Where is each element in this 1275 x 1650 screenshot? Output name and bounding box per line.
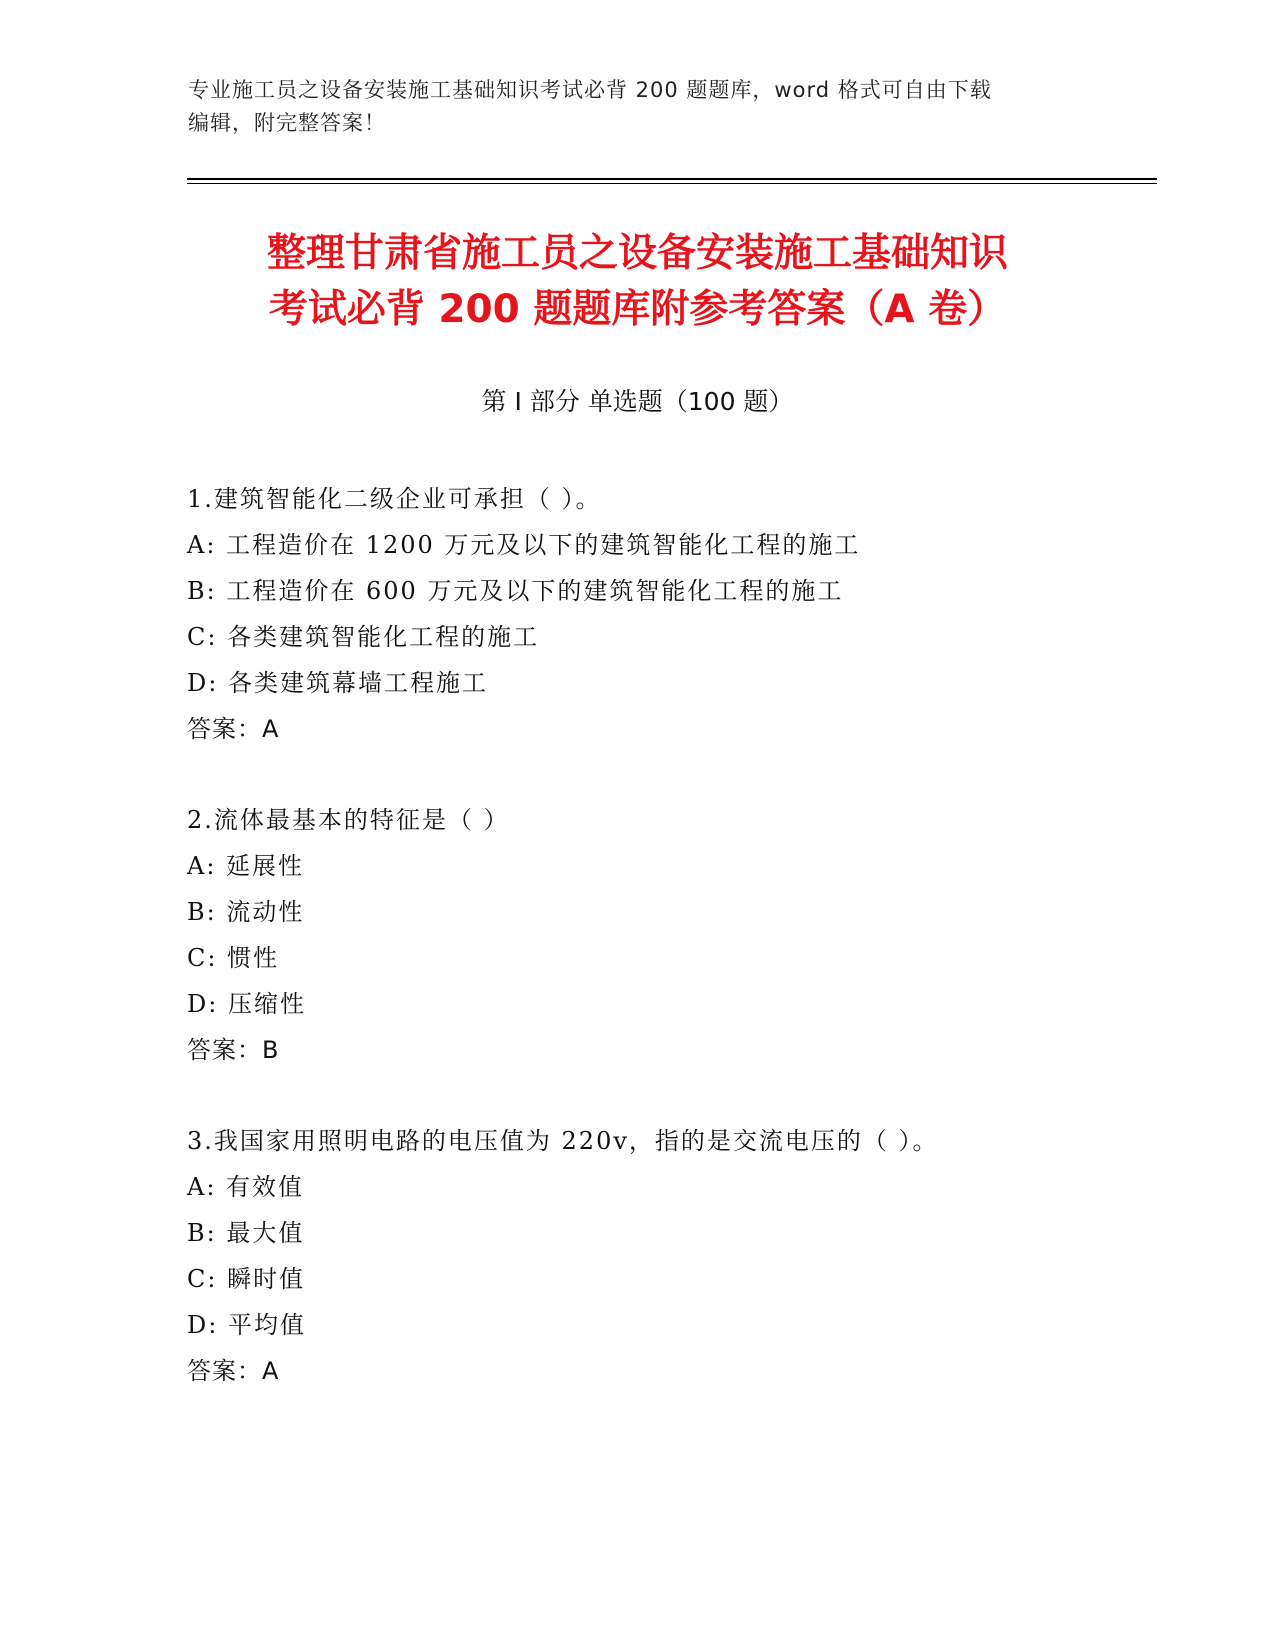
option-b: B: 流动性 bbox=[187, 898, 305, 926]
option-c: C: 各类建筑智能化工程的施工 bbox=[187, 623, 540, 651]
option-b: B: 最大值 bbox=[187, 1219, 305, 1247]
question-stem: 3.我国家用照明电路的电压值为 220v，指的是交流电压的（ ）。 bbox=[187, 1127, 939, 1155]
title-line-1: 整理甘肃省施工员之设备安装施工基础知识 bbox=[266, 231, 1008, 276]
question-item bbox=[187, 476, 1147, 752]
question-list bbox=[187, 476, 1147, 1439]
title-line-2: 考试必背 200 题题库附参考答案（A 卷） bbox=[268, 287, 1007, 332]
document-header bbox=[188, 74, 1068, 140]
option-b: B: 工程造价在 600 万元及以下的建筑智能化工程的施工 bbox=[187, 577, 844, 605]
header-line-2: 编辑，附完整答案！ bbox=[188, 111, 386, 135]
option-c: C: 瞬时值 bbox=[187, 1265, 306, 1293]
option-a: A: 有效值 bbox=[187, 1173, 305, 1201]
question-stem: 2.流体最基本的特征是（ ） bbox=[187, 806, 510, 834]
document-title bbox=[150, 226, 1125, 338]
answer-label: 答案：A bbox=[187, 1357, 280, 1385]
question-item bbox=[187, 1118, 1147, 1394]
question-item bbox=[187, 797, 1147, 1073]
header-line-1: 专业施工员之设备安装施工基础知识考试必背 200 题题库，word 格式可自由下载 bbox=[188, 78, 992, 102]
option-d: D: 各类建筑幕墙工程施工 bbox=[187, 669, 488, 697]
answer-label: 答案：B bbox=[187, 1036, 280, 1064]
option-a: A: 延展性 bbox=[187, 852, 305, 880]
option-d: D: 压缩性 bbox=[187, 990, 306, 1018]
question-stem: 1.建筑智能化二级企业可承担（ ）。 bbox=[187, 485, 602, 513]
option-a: A: 工程造价在 1200 万元及以下的建筑智能化工程的施工 bbox=[187, 531, 861, 559]
header-divider-thin bbox=[187, 183, 1157, 184]
answer-label: 答案：A bbox=[187, 715, 280, 743]
header-divider-thick bbox=[187, 178, 1157, 180]
option-d: D: 平均值 bbox=[187, 1311, 306, 1339]
option-c: C: 惯性 bbox=[187, 944, 280, 972]
section-title: 第 I 部分 单选题（100 题） bbox=[481, 387, 794, 416]
